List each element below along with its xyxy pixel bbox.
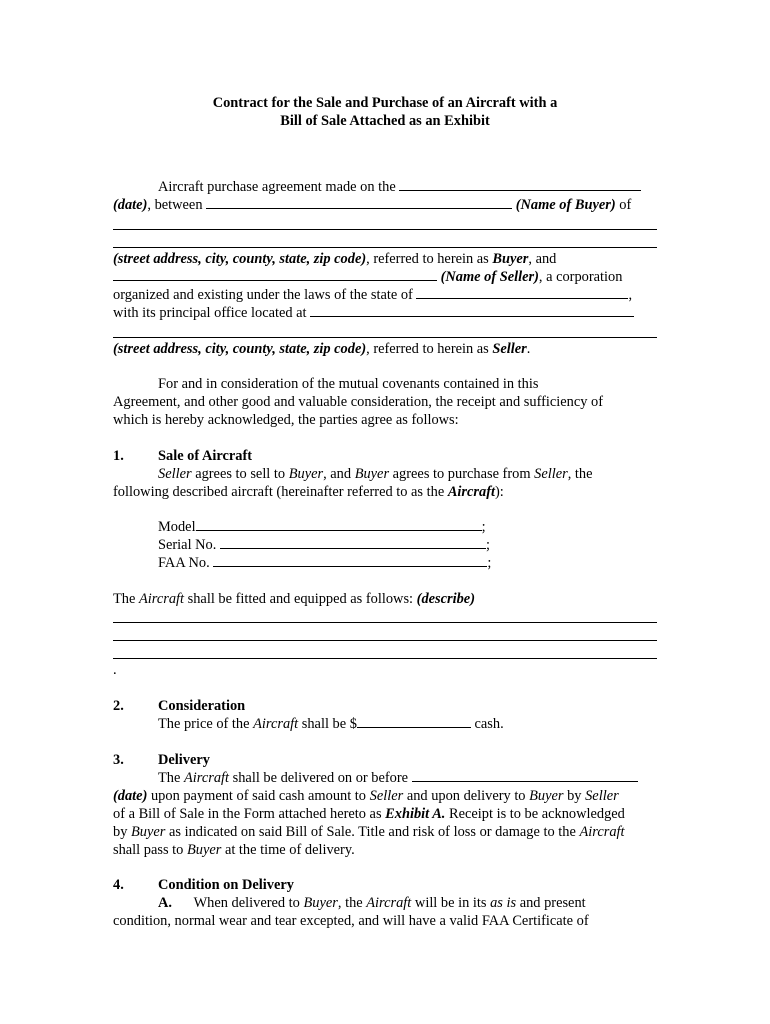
seller-address-rule[interactable]: [113, 337, 657, 338]
buyer-name-blank[interactable]: [206, 196, 512, 209]
serial-blank[interactable]: [220, 536, 486, 549]
intro-line-10: (street address, city, county, state, zip code), referred to herein as Seller.: [113, 341, 531, 357]
condition-line-2: condition, normal wear and tear excepted, and will have a valid FAA Certificate of: [113, 913, 589, 929]
section-2-heading: Consideration: [158, 698, 246, 714]
equipment-rule-1[interactable]: [113, 622, 657, 623]
section-4-heading: Condition on Delivery: [158, 877, 294, 893]
section-1-heading: Sale of Aircraft: [158, 448, 253, 464]
delivery-date-blank[interactable]: [412, 769, 638, 782]
serial-line: Serial No. ;: [158, 537, 490, 553]
intro-line-6: (Name of Seller), a corporation: [113, 268, 622, 286]
intro-line-8: with its principal office located at: [113, 304, 634, 322]
section-4-number: 4.: [113, 877, 124, 893]
delivery-line-2: (date) upon payment of said cash amount to Seller and upon delivery to Buyer by Seller: [113, 788, 619, 804]
delivery-line-3: of a Bill of Sale in the Form attached hereto as Exhibit A. Receipt is to be acknowledged: [113, 806, 625, 822]
section-3-heading: Delivery: [158, 752, 210, 768]
equipment-rule-3[interactable]: [113, 658, 657, 659]
recital-line-1: For and in consideration of the mutual covenants contained in this: [158, 376, 539, 392]
price-line: The price of the Aircraft shall be $ cash.: [158, 716, 504, 732]
recital-line-3: which is hereby acknowledged, the parties agree as follows:: [113, 412, 459, 428]
section-1-line-2: following described aircraft (hereinafter referred to as the Aircraft):: [113, 484, 504, 500]
fitted-line: The Aircraft shall be fitted and equipped as follows: (describe): [113, 591, 475, 607]
document-title-line-1: Contract for the Sale and Purchase of an Aircraft with a: [212, 95, 558, 111]
faa-line: FAA No. ;: [158, 555, 492, 571]
intro-line-2: (date), between (Name of Buyer) of: [113, 197, 632, 213]
condition-line-1: A. When delivered to Buyer, the Aircraft will be in its as is and present: [158, 895, 586, 911]
recital-line-2: Agreement, and other good and valuable consideration, the receipt and sufficiency of: [113, 394, 604, 410]
section-3-number: 3.: [113, 752, 124, 768]
model-line: Model ;: [158, 519, 486, 535]
section-1-number: 1.: [113, 448, 124, 464]
section-2-number: 2.: [113, 698, 124, 714]
price-blank[interactable]: [357, 715, 471, 728]
buyer-address-rule-2[interactable]: [113, 247, 657, 248]
buyer-address-rule-1[interactable]: [113, 229, 657, 230]
delivery-line-1: The Aircraft shall be delivered on or before: [158, 769, 638, 787]
document-title-line-2: Bill of Sale Attached as an Exhibit: [280, 113, 490, 129]
equipment-rule-2[interactable]: [113, 640, 657, 641]
equipment-trailing-period: .: [113, 662, 117, 678]
faa-blank[interactable]: [213, 554, 487, 567]
intro-line-5: (street address, city, county, state, zip code), referred to herein as Buyer, and: [113, 251, 557, 267]
delivery-line-4: by Buyer as indicated on said Bill of Sale. Title and risk of loss or damage to the Aircraft: [113, 824, 625, 840]
agreement-date-blank[interactable]: [399, 178, 641, 191]
intro-line-1: Aircraft purchase agreement made on the: [158, 178, 641, 196]
seller-state-blank[interactable]: [416, 286, 628, 299]
model-blank[interactable]: [196, 518, 482, 531]
section-1-line-1: Seller agrees to sell to Buyer, and Buyer agrees to purchase from Seller, the: [158, 466, 593, 482]
seller-name-blank[interactable]: [113, 268, 437, 281]
delivery-line-5: shall pass to Buyer at the time of delivery.: [113, 842, 355, 858]
intro-line-7: organized and existing under the laws of the state of ,: [113, 287, 633, 303]
seller-office-blank[interactable]: [310, 304, 634, 317]
